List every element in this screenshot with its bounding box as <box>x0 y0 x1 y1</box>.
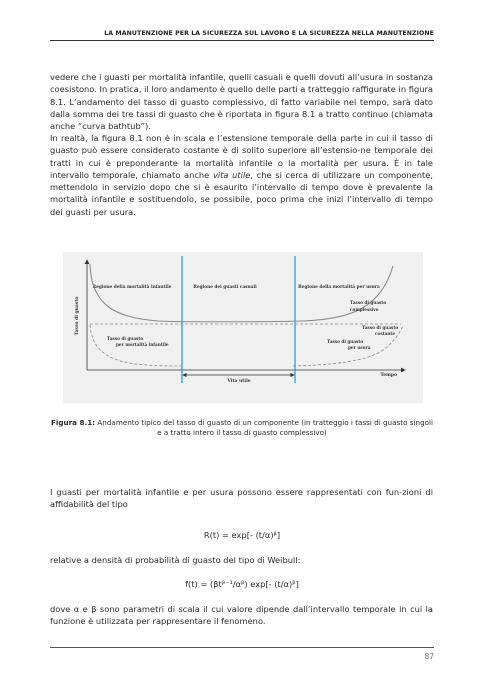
label-wear-line1: Tasso di guasto <box>327 339 364 344</box>
useful-life-label: Vita utile <box>227 379 251 384</box>
caption-text: Andamento tipico del tasso di guasto di un componente (in tratteggio i tassi di guasto singoli e a tratto intero il tasso di guasto complessivo) <box>95 418 434 437</box>
paragraph-text: , che si cerca di utilizzare un componente, mettendolo in servizio dopo che si è esaurito l’intervallo di tempo dove è prevalente la mortalità infantile e sostituendolo, se possibile, poco prima che inizi l’intervallo di tempo dei guasti per usura. <box>50 169 433 217</box>
label-constant-line1: Tasso di guasto <box>362 325 399 330</box>
region-label-infant: Regione della mortalità infantile <box>92 285 172 290</box>
italic-term: vita utile <box>212 169 251 180</box>
region-label-random: Regione dei guasti casuali <box>193 285 257 290</box>
paragraph-text: In realtà, la figura 8.1 non è in scala e l’estensione temporale della parte in cui il tasso di guasto può essere considerato costante è di solito superiore all’estensio-ne temporale dei tratti in cui è preponderante la mortalità infantile o la mortalità per usura. È in tale intervallo temporale, chiamato anche <box>50 133 433 180</box>
label-constant-line2: costante <box>375 331 395 336</box>
label-infant-line2: per mortalità infantile <box>116 342 169 347</box>
label-total-line2: complessivo <box>350 307 379 312</box>
label-total-line1: Tasso di guasto <box>350 300 387 305</box>
caption-label: Figura 8.1: <box>50 418 96 427</box>
paragraph-parameters: dove α e β sono parametri di scala il cui valore dipende dall’intervallo temporale in cui la funzione è utilizzata per rappresentare il fenomeno. <box>50 604 433 627</box>
bathtub-diagram <box>63 252 423 403</box>
weibull-density-formula: f(t) = (βtᵝ⁻¹/αᵝ) exp[- (t/α)ᵝ] <box>185 579 299 589</box>
page-number: 87 <box>424 652 434 661</box>
paragraph-reliability: I guasti per mortalità infantile e per usura possono essere rappresentati con fun-zioni di affidabilità del tipo <box>50 487 433 510</box>
reliability-formula: R(t) = exp[- (t/α)ᵝ] <box>203 530 281 540</box>
region-label-wear: Regione della mortalità per usura <box>298 285 380 290</box>
bathtub-figure <box>63 252 423 403</box>
x-axis-label: Tempo <box>380 373 397 378</box>
running-header: LA MANUTENZIONE PER LA SICUREZZA SUL LAVORO E LA SICUREZZA NELLA MANUTENZIONE <box>104 30 434 37</box>
label-infant-line1: Tasso di guasto <box>107 336 144 341</box>
header-divider <box>50 40 434 41</box>
label-wear-line2: per usura <box>348 345 371 350</box>
y-axis-label: Tasso di guasto <box>75 296 80 336</box>
paragraph-intro: vedere che i guasti per mortalità infantile, quelli casuali e quelli dovuti all’usura in sostanza coesistono. In pratica, il loro andamento è quello delle parti a tratteggio raffigurate in figura 8.1. L’andamento del tasso di guasto complessivo, di fatto variabile nel tempo, sarà dato dalla somma dei tre tassi di guasto che è riportata in figura 8.1 a tratto continuo (chiamata anche “curva bathtub”). <box>50 72 433 132</box>
paragraph-weibull: relative a densità di probabilità di guasto del tipo di Weibull: <box>50 555 301 565</box>
paragraph-useful-life <box>50 132 433 218</box>
total-failure-rate-curve <box>90 264 393 322</box>
footer-divider <box>50 647 434 648</box>
figure-caption <box>50 418 434 438</box>
